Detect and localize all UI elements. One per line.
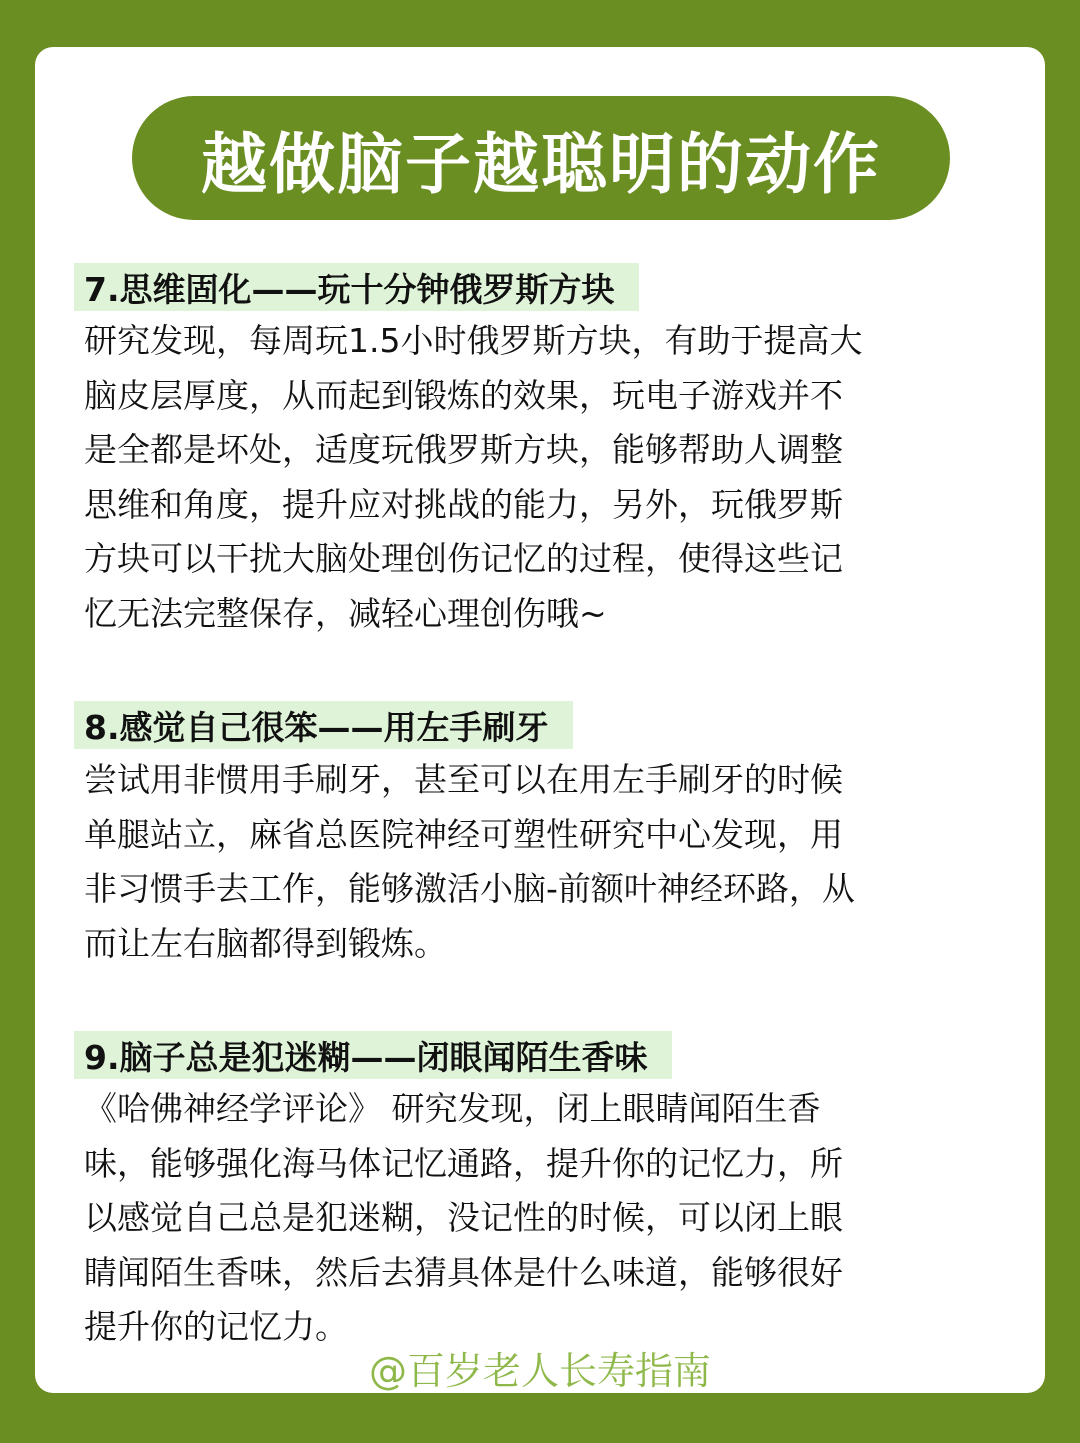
section-heading-8: 8.感觉自己很笨——用左手刷牙 [74, 701, 573, 749]
body-line: 味，能够强化海马体记忆通路，提升你的记忆力，所 [84, 1143, 843, 1183]
title-banner [132, 96, 950, 220]
body-line: 睛闻陌生香味，然后去猜具体是什么味道，能够很好 [84, 1252, 843, 1292]
body-line: 提升你的记忆力。 [84, 1307, 348, 1346]
section-heading-7: 7.思维固化——玩十分钟俄罗斯方块 [74, 263, 639, 311]
body-line: 尝试用非惯用手刷牙，甚至可以在用左手刷牙的时候 [84, 760, 843, 799]
section-body-9 [84, 1082, 1002, 1355]
section-heading-9: 9.脑子总是犯迷糊——闭眼闻陌生香味 [74, 1031, 672, 1079]
body-line: 是全都是坏处，适度玩俄罗斯方块，能够帮助人调整 [84, 430, 843, 469]
author-watermark: @百岁老人长寿指南 [368, 1349, 711, 1393]
body-line: 忆无法完整保存，减轻心理创伤哦~ [84, 593, 607, 633]
section-body-8 [84, 753, 1002, 971]
body-line: 以感觉自己总是犯迷糊，没记性的时候，可以闭上眼 [84, 1198, 843, 1237]
page-title: 越做脑子越聪明的动作 [201, 125, 881, 203]
body-line: 脑皮层厚度，从而起到锻炼的效果，玩电子游戏并不 [84, 375, 843, 415]
body-line: 单腿站立，麻省总医院神经可塑性研究中心发现，用 [84, 814, 843, 854]
body-line: 研究发现，每周玩1.5小时俄罗斯方块，有助于提高大 [84, 321, 863, 360]
body-line: 思维和角度，提升应对挑战的能力，另外，玩俄罗斯 [84, 484, 843, 524]
section-body-7 [84, 314, 1002, 641]
body-line: 而让左右脑都得到锻炼。 [84, 923, 447, 963]
body-line: 《哈佛神经学评论》 研究发现，闭上眼睛闻陌生香 [84, 1089, 821, 1128]
body-line: 方块可以干扰大脑处理创伤记忆的过程，使得这些记 [84, 539, 843, 578]
body-line: 非习惯手去工作，能够激活小脑-前额叶神经环路，从 [84, 869, 855, 908]
